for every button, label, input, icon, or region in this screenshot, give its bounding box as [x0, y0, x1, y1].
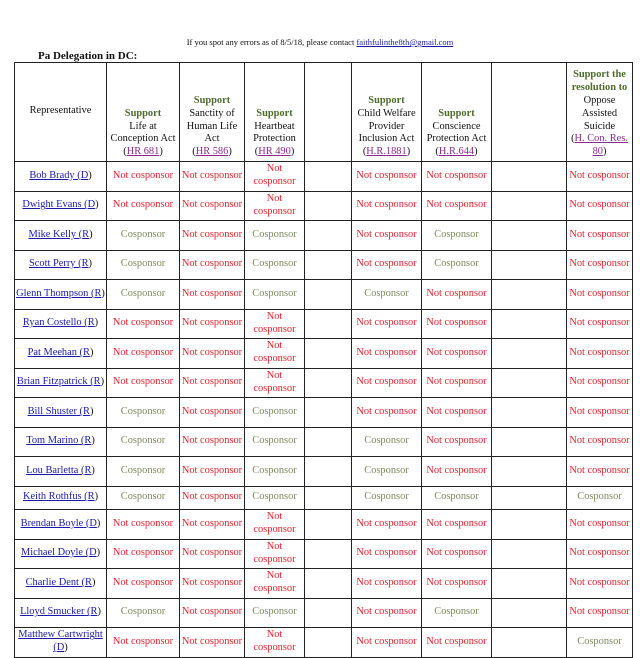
representative-link[interactable]: Brian Fitzpatrick (R — [16, 376, 101, 388]
status-cell: Not cosponsor — [180, 510, 245, 540]
representative-link[interactable]: Scott Perry (R — [29, 258, 89, 270]
status-cell: Not cosponsor — [567, 280, 633, 310]
status-cell: Not cosponsor — [567, 309, 633, 339]
status-cell: Not cosponsor — [180, 368, 245, 398]
representative-cell: Tom Marino (R) — [15, 427, 107, 457]
status-cell: Not cosponsor — [422, 427, 492, 457]
paren-open: ( — [435, 146, 439, 158]
contact-email-link[interactable]: faithfulinthe8th@gmail.com — [356, 37, 454, 47]
rep-party: R — [83, 405, 90, 417]
header-bill-name: Child Welfare Provider Inclusion Act — [357, 107, 416, 145]
representative-cell: Michael Doyle (D) — [15, 539, 107, 569]
empty-cell — [492, 280, 567, 310]
rep-name: Bill Shuster — [27, 405, 77, 417]
status-cell: Not cosponsor — [245, 191, 305, 221]
empty-cell — [305, 457, 352, 487]
representative-link[interactable]: Pat Meehan (R — [27, 346, 90, 358]
empty-cell — [492, 398, 567, 428]
header-bill-name: Oppose Assisted Suicide — [581, 95, 618, 132]
empty-cell — [305, 628, 352, 658]
rep-party: D — [80, 169, 89, 181]
header-bill-name: Life at Conception Act — [110, 120, 176, 145]
status-cell: Not cosponsor — [567, 510, 633, 540]
paren-open: ( — [254, 146, 259, 158]
table-row — [15, 280, 633, 310]
rep-name: Charlie Dent — [25, 576, 79, 588]
rep-party: D — [89, 517, 97, 529]
table-row — [15, 457, 633, 487]
rep-name: Scott Perry — [29, 258, 76, 270]
rep-party: R — [81, 258, 89, 270]
rep-party: R — [94, 287, 102, 299]
header-support: Support the resolution to — [571, 69, 628, 94]
representative-cell: Bill Shuster (R) — [15, 398, 107, 428]
status-cell: Not cosponsor — [567, 398, 633, 428]
rep-party: R — [83, 346, 90, 358]
representative-cell: Brendan Boyle (D) — [15, 510, 107, 540]
status-cell: Cosponsor — [245, 486, 305, 510]
header-support: Support — [368, 95, 405, 107]
representative-cell: Mike Kelly (R) — [15, 221, 107, 251]
rep-name: Bob Brady — [29, 169, 75, 181]
status-cell: Not cosponsor — [422, 191, 492, 221]
empty-cell — [305, 598, 352, 628]
representative-cell: Pat Meehan (R) — [15, 339, 107, 369]
table-row — [15, 510, 633, 540]
empty-cell — [492, 162, 567, 192]
representative-link[interactable]: Bob Brady (D — [29, 169, 89, 181]
status-cell: Not cosponsor — [567, 368, 633, 398]
status-cell: Cosponsor — [107, 221, 180, 251]
representative-cell: Lou Barletta (R) — [15, 457, 107, 487]
paren-close: ) — [290, 146, 295, 158]
status-cell: Not cosponsor — [180, 457, 245, 487]
rep-party: D — [56, 642, 65, 654]
representative-link[interactable]: Dwight Evans (D — [22, 199, 96, 211]
table-row — [15, 486, 633, 510]
empty-cell — [492, 628, 567, 658]
paren-close: ) — [228, 146, 232, 158]
status-cell: Cosponsor — [422, 598, 492, 628]
rep-party: R — [93, 376, 101, 388]
status-cell: Not cosponsor — [352, 510, 422, 540]
representative-cell: Ryan Costello (R) — [15, 309, 107, 339]
paren-close: ) — [406, 146, 411, 158]
status-cell: Not cosponsor — [352, 368, 422, 398]
rep-party: R — [82, 228, 90, 240]
status-cell: Not cosponsor — [180, 628, 245, 658]
status-cell: Cosponsor — [422, 486, 492, 510]
status-cell: Not cosponsor — [567, 221, 633, 251]
column-header — [567, 63, 633, 162]
status-cell: Not cosponsor — [567, 250, 633, 280]
status-cell: Not cosponsor — [352, 628, 422, 658]
empty-cell — [305, 398, 352, 428]
status-cell: Not cosponsor — [422, 398, 492, 428]
status-cell: Not cosponsor — [245, 309, 305, 339]
status-cell: Not cosponsor — [180, 339, 245, 369]
representative-link[interactable]: Michael Doyle (D — [20, 547, 97, 559]
delegation-table — [14, 62, 633, 658]
rep-name: Lou Barletta — [26, 464, 79, 476]
status-cell: Not cosponsor — [422, 162, 492, 192]
header-support: Support — [256, 107, 293, 119]
status-cell: Not cosponsor — [180, 539, 245, 569]
header-support: Support — [193, 95, 231, 107]
column-header — [492, 63, 567, 162]
representative-link[interactable]: Glenn Thompson (R — [16, 287, 102, 299]
empty-cell — [305, 191, 352, 221]
rep-party: R — [84, 435, 92, 447]
status-cell: Not cosponsor — [567, 569, 633, 599]
status-cell: Not cosponsor — [107, 628, 180, 658]
status-cell: Not cosponsor — [107, 309, 180, 339]
table-row — [15, 427, 633, 457]
header-bill-name: Conscience Protection Act — [426, 120, 487, 145]
status-cell: Not cosponsor — [422, 339, 492, 369]
representative-link[interactable]: Matthew Cartwright (D — [18, 629, 103, 654]
table-row — [15, 569, 633, 599]
table-row — [15, 250, 633, 280]
status-cell: Cosponsor — [245, 427, 305, 457]
empty-cell — [492, 457, 567, 487]
header-bill-name: Sanctity of Human Life Act — [186, 107, 238, 145]
status-cell: Not cosponsor — [180, 250, 245, 280]
status-cell: Cosponsor — [245, 598, 305, 628]
paren-open: ( — [123, 146, 127, 158]
rep-name: Mike Kelly — [28, 228, 77, 240]
column-header — [352, 63, 422, 162]
paren-close: ) — [159, 146, 163, 158]
rep-party: D — [87, 199, 96, 211]
representative-link[interactable]: Lloyd Smucker (R — [20, 606, 98, 618]
status-cell: Not cosponsor — [422, 457, 492, 487]
column-header — [245, 63, 305, 162]
rep-name: Keith Rothfus — [22, 491, 82, 503]
table-row — [15, 368, 633, 398]
representative-cell: Matthew Cartwright (D) — [15, 628, 107, 658]
status-cell: Not cosponsor — [180, 309, 245, 339]
empty-cell — [492, 191, 567, 221]
status-cell: Not cosponsor — [352, 539, 422, 569]
errors-notice — [0, 37, 640, 47]
empty-cell — [305, 427, 352, 457]
representative-cell: Keith Rothfus (R) — [15, 486, 107, 510]
rep-name: Tom Marino — [26, 435, 79, 447]
status-cell: Not cosponsor — [245, 510, 305, 540]
status-cell: Not cosponsor — [422, 628, 492, 658]
status-cell: Not cosponsor — [352, 598, 422, 628]
status-cell: Not cosponsor — [245, 569, 305, 599]
status-cell: Not cosponsor — [245, 539, 305, 569]
column-header — [422, 63, 492, 162]
table-row — [15, 339, 633, 369]
table-row — [15, 539, 633, 569]
status-cell: Cosponsor — [245, 398, 305, 428]
status-cell: Not cosponsor — [180, 598, 245, 628]
status-cell: Not cosponsor — [107, 539, 180, 569]
header-label: Representative — [29, 104, 92, 116]
representative-cell: Glenn Thompson (R) — [15, 280, 107, 310]
rep-party: R — [87, 491, 95, 503]
status-cell: Not cosponsor — [422, 539, 492, 569]
paren-open: ( — [192, 146, 196, 158]
status-cell: Cosponsor — [107, 457, 180, 487]
empty-cell — [492, 427, 567, 457]
empty-cell — [305, 280, 352, 310]
empty-cell — [305, 569, 352, 599]
paren-close: ) — [474, 146, 478, 158]
status-cell: Not cosponsor — [107, 162, 180, 192]
representative-link[interactable]: Charlie Dent (R — [25, 576, 92, 588]
representative-cell: Dwight Evans (D) — [15, 191, 107, 221]
status-cell: Not cosponsor — [352, 309, 422, 339]
status-cell: Cosponsor — [245, 250, 305, 280]
status-cell: Not cosponsor — [245, 339, 305, 369]
status-cell: Cosponsor — [245, 221, 305, 251]
representative-link[interactable]: Tom Marino (R — [26, 435, 92, 447]
empty-cell — [492, 221, 567, 251]
rep-name: Pat Meehan — [27, 346, 77, 358]
status-cell: Not cosponsor — [180, 191, 245, 221]
empty-cell — [305, 510, 352, 540]
representative-cell: Charlie Dent (R) — [15, 569, 107, 599]
status-cell: Cosponsor — [107, 486, 180, 510]
bill-link[interactable]: HR 490 — [258, 146, 291, 158]
rep-name: Ryan Costello — [22, 317, 82, 329]
status-cell: Cosponsor — [107, 598, 180, 628]
representative-cell: Lloyd Smucker (R) — [15, 598, 107, 628]
status-cell: Cosponsor — [107, 280, 180, 310]
table-row — [15, 398, 633, 428]
status-cell: Not cosponsor — [245, 628, 305, 658]
page-title: Pa Delegation in DC: — [38, 50, 138, 62]
notice-text: If you spot any errors as of 8/5/18, please contact — [186, 37, 357, 47]
header-support: Support — [124, 107, 162, 119]
header-row — [15, 63, 633, 162]
status-cell: Not cosponsor — [245, 162, 305, 192]
bill-link[interactable]: H. Con. Res. 80 — [574, 133, 628, 158]
representative-cell: Brian Fitzpatrick (R) — [15, 368, 107, 398]
status-cell: Not cosponsor — [180, 486, 245, 510]
status-cell: Not cosponsor — [567, 191, 633, 221]
paren-open: ( — [571, 133, 575, 145]
empty-cell — [305, 221, 352, 251]
status-cell: Cosponsor — [352, 280, 422, 310]
bill-link[interactable]: H.R.1881 — [366, 146, 407, 158]
column-header — [15, 63, 107, 162]
empty-cell — [492, 510, 567, 540]
table-row — [15, 221, 633, 251]
table-row — [15, 162, 633, 192]
empty-cell — [305, 250, 352, 280]
status-cell: Not cosponsor — [107, 510, 180, 540]
status-cell: Cosponsor — [422, 221, 492, 251]
status-cell: Not cosponsor — [180, 569, 245, 599]
representative-link[interactable]: Keith Rothfus (R — [22, 491, 95, 503]
empty-cell — [305, 309, 352, 339]
header-bill-name: Heartbeat Protection — [253, 120, 296, 145]
status-cell: Cosponsor — [567, 628, 633, 658]
column-header — [107, 63, 180, 162]
status-cell: Not cosponsor — [107, 569, 180, 599]
empty-cell — [492, 598, 567, 628]
rep-name: Michael Doyle — [20, 547, 83, 559]
table-row — [15, 598, 633, 628]
table-row — [15, 191, 633, 221]
status-cell: Not cosponsor — [567, 339, 633, 369]
empty-cell — [492, 569, 567, 599]
representative-link[interactable]: Ryan Costello (R — [22, 317, 95, 329]
empty-cell — [305, 162, 352, 192]
bill-link[interactable]: HR 681 — [126, 146, 160, 158]
rep-party: D — [89, 547, 97, 559]
paren-open: ( — [362, 146, 367, 158]
empty-cell — [492, 368, 567, 398]
empty-cell — [492, 539, 567, 569]
status-cell: Not cosponsor — [567, 539, 633, 569]
representative-cell: Scott Perry (R) — [15, 250, 107, 280]
paren-close: ) — [602, 146, 607, 158]
representative-cell: Bob Brady (D) — [15, 162, 107, 192]
status-cell: Not cosponsor — [422, 280, 492, 310]
representative-link[interactable]: Bill Shuster (R — [27, 405, 90, 417]
status-cell: Not cosponsor — [352, 569, 422, 599]
column-header — [180, 63, 245, 162]
status-cell: Not cosponsor — [352, 191, 422, 221]
status-cell: Not cosponsor — [107, 368, 180, 398]
status-cell: Not cosponsor — [567, 598, 633, 628]
status-cell: Cosponsor — [422, 250, 492, 280]
bill-link[interactable]: H.R.644 — [438, 146, 475, 158]
empty-cell — [305, 339, 352, 369]
empty-cell — [305, 368, 352, 398]
status-cell: Cosponsor — [567, 486, 633, 510]
status-cell: Not cosponsor — [422, 569, 492, 599]
status-cell: Not cosponsor — [180, 427, 245, 457]
status-cell: Not cosponsor — [107, 191, 180, 221]
status-cell: Not cosponsor — [567, 427, 633, 457]
representative-link[interactable]: Mike Kelly (R — [28, 228, 90, 240]
status-cell: Not cosponsor — [567, 457, 633, 487]
empty-cell — [492, 309, 567, 339]
column-header — [305, 63, 352, 162]
empty-cell — [305, 539, 352, 569]
status-cell: Not cosponsor — [180, 162, 245, 192]
representative-link[interactable]: Brendan Boyle (D — [20, 517, 97, 529]
status-cell: Cosponsor — [107, 427, 180, 457]
table-row — [15, 309, 633, 339]
table-row — [15, 628, 633, 658]
rep-party: R — [85, 576, 92, 588]
status-cell: Not cosponsor — [245, 368, 305, 398]
status-cell: Not cosponsor — [180, 221, 245, 251]
rep-name: Brendan Boyle — [20, 517, 84, 529]
status-cell: Not cosponsor — [422, 309, 492, 339]
status-cell: Cosponsor — [107, 398, 180, 428]
status-cell: Cosponsor — [352, 486, 422, 510]
empty-cell — [305, 486, 352, 510]
status-cell: Not cosponsor — [422, 510, 492, 540]
empty-cell — [492, 486, 567, 510]
status-cell: Not cosponsor — [352, 221, 422, 251]
bill-link[interactable]: HR 586 — [195, 146, 229, 158]
status-cell: Not cosponsor — [180, 398, 245, 428]
status-cell: Not cosponsor — [180, 280, 245, 310]
status-cell: Cosponsor — [352, 427, 422, 457]
status-cell: Not cosponsor — [422, 368, 492, 398]
status-cell: Not cosponsor — [352, 339, 422, 369]
rep-name: Brian Fitzpatrick — [16, 376, 88, 388]
empty-cell — [492, 250, 567, 280]
rep-name: Dwight Evans — [22, 199, 82, 211]
empty-cell — [492, 339, 567, 369]
rep-party: R — [87, 317, 95, 329]
status-cell: Not cosponsor — [567, 162, 633, 192]
status-cell: Cosponsor — [107, 250, 180, 280]
rep-party: R — [90, 606, 98, 618]
status-cell: Cosponsor — [352, 457, 422, 487]
status-cell: Cosponsor — [245, 280, 305, 310]
representative-link[interactable]: Lou Barletta (R — [26, 464, 92, 476]
rep-name: Lloyd Smucker — [20, 606, 85, 618]
rep-name: Matthew Cartwright — [18, 629, 103, 641]
status-cell: Not cosponsor — [352, 398, 422, 428]
rep-name: Glenn Thompson — [16, 287, 89, 299]
status-cell: Cosponsor — [245, 457, 305, 487]
status-cell: Not cosponsor — [352, 250, 422, 280]
status-cell: Not cosponsor — [107, 339, 180, 369]
status-cell: Not cosponsor — [352, 162, 422, 192]
rep-party: R — [84, 464, 92, 476]
header-support: Support — [438, 107, 475, 119]
